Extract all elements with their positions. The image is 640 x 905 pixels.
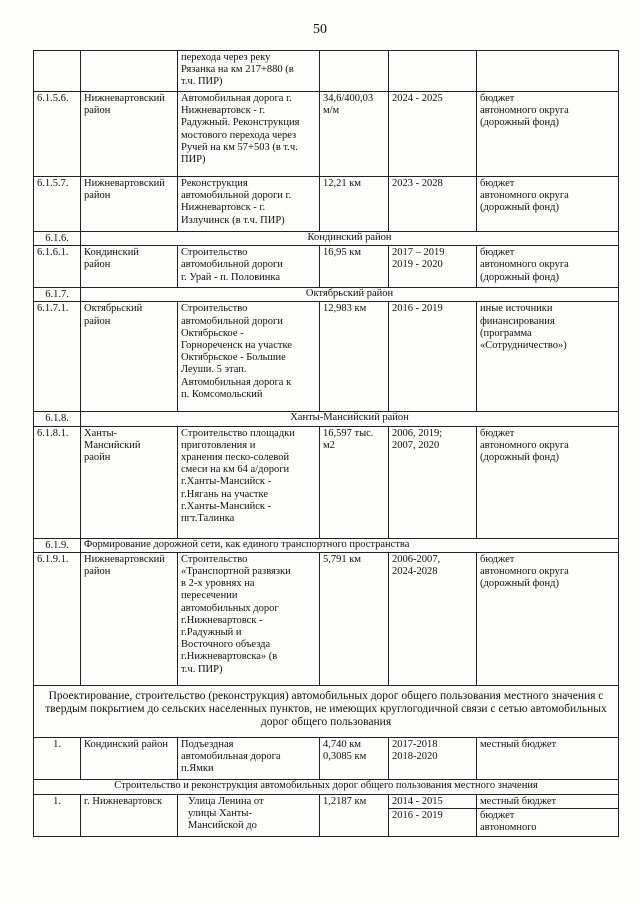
object-cell: Строительство площадки приготовления и хранения песко-солевой смеси на км 64 а/дороги г.Ханты-Мансийск - г.Нягань на участке г.Ханты-Мансийск - пгт.Талинка	[178, 426, 320, 538]
object-cell: Строительство «Транспортной развязки в 2-х уровнях на пересечении автомобильных дорог г.Нижневартовск - г.Радужный и Восточного объезда г.Нижневартовска» (в т.ч. ПИР)	[178, 552, 320, 685]
period-cell: 2016 - 2019	[389, 302, 477, 412]
source-cell: бюджет автономного округа (дорожный фонд)	[477, 246, 619, 288]
row-number: 6.1.5.7.	[34, 177, 81, 232]
row-number	[34, 51, 81, 92]
row-number: 6.1.9.1.	[34, 552, 81, 685]
capacity-cell: 16,597 тыс. м2	[320, 426, 389, 538]
table-row	[34, 794, 619, 808]
capacity-cell: 34,6/400,03 м/м	[320, 92, 389, 177]
capacity-cell: 5,791 км	[320, 552, 389, 685]
row-number: 6.1.9.	[34, 538, 81, 552]
table-row	[34, 51, 619, 92]
banner-row	[34, 685, 619, 737]
table-row	[34, 426, 619, 538]
section-banner-construction: Строительство и реконструкция автомобильных дорог общего пользования местного значения	[34, 779, 619, 794]
page-number: 50	[313, 22, 327, 37]
object-cell: Улица Ленина от улицы Ханты- Мансийской до	[178, 794, 320, 836]
capacity-cell: 12,983 км	[320, 302, 389, 412]
capacity-cell	[320, 51, 389, 92]
table-row	[34, 737, 619, 779]
district-cell: Нижневартовский район	[81, 552, 178, 685]
object-cell: Автомобильная дорога г. Нижневартовск - г. Радужный. Реконструкция мостового перехода через Ручей на км 57+503 (в т.ч. ПИР)	[178, 92, 320, 177]
district-cell: Нижневартовский район	[81, 177, 178, 232]
district-cell: Ханты- Мансийский раойн	[81, 426, 178, 538]
period-cell	[389, 51, 477, 92]
row-number: 6.1.8.	[34, 412, 81, 426]
table-row	[34, 92, 619, 177]
period-cell: 2023 - 2028	[389, 177, 477, 232]
row-number: 6.1.7.	[34, 288, 81, 302]
section-title: Кондинский район	[81, 232, 619, 246]
district-cell: Октябрьский район	[81, 302, 178, 412]
row-number: 1.	[34, 737, 81, 779]
period-cell: 2006, 2019; 2007, 2020	[389, 426, 477, 538]
source-cell: иные источники финансирования (программа «Сотрудничество»)	[477, 302, 619, 412]
period-cell: 2014 - 2015	[389, 794, 477, 808]
section-title: Формирование дорожной сети, как единого транспортного пространства	[81, 538, 619, 552]
row-number: 1.	[34, 794, 81, 836]
table-row	[34, 302, 619, 412]
section-row	[34, 538, 619, 552]
source-cell: местный бюджет	[477, 737, 619, 779]
source-cell: бюджет автономного округа (дорожный фонд)	[477, 92, 619, 177]
section-banner-design: Проектирование, строительство (реконструкция) автомобильных дорог общего пользования местного значения с твердым покрытием до сельских населенных пунктов, не имеющих круглогодичной связи с сетью автомобильных дорог общего пользования	[34, 685, 619, 737]
object-cell: Подъездная автомобильная дорога п.Ямки	[178, 737, 320, 779]
section-title: Октябрьский район	[81, 288, 619, 302]
object-cell: перехода через реку Рязанка на км 217+880 (в т.ч. ПИР)	[178, 51, 320, 92]
capacity-cell: 4,740 км 0,3085 км	[320, 737, 389, 779]
source-cell: бюджет автономного округа (дорожный фонд)	[477, 426, 619, 538]
row-number: 6.1.6.1.	[34, 246, 81, 288]
banner-row	[34, 779, 619, 794]
source-cell: бюджет автономного округа (дорожный фонд)	[477, 552, 619, 685]
period-cell: 2024 - 2025	[389, 92, 477, 177]
section-row	[34, 232, 619, 246]
row-number: 6.1.5.6.	[34, 92, 81, 177]
section-row	[34, 288, 619, 302]
source-cell: бюджет автономного	[477, 809, 619, 837]
district-cell	[81, 51, 178, 92]
district-cell: Нижневартовский район	[81, 92, 178, 177]
period-cell: 2017 – 2019 2019 - 2020	[389, 246, 477, 288]
row-number: 6.1.8.1.	[34, 426, 81, 538]
period-cell: 2016 - 2019	[389, 809, 477, 837]
source-cell	[477, 51, 619, 92]
section-title: Ханты-Мансийский район	[81, 412, 619, 426]
object-cell: Строительство автомобильной дороги г. Урай - п. Половинка	[178, 246, 320, 288]
period-cell: 2017-2018 2018-2020	[389, 737, 477, 779]
district-cell: Кондинский район	[81, 737, 178, 779]
table-row	[34, 552, 619, 685]
section-row	[34, 412, 619, 426]
period-cell: 2006-2007, 2024-2028	[389, 552, 477, 685]
object-cell: Реконструкция автомобильной дороги г. Нижневартовск - г. Излучинск (в т.ч. ПИР)	[178, 177, 320, 232]
capacity-cell: 16,95 км	[320, 246, 389, 288]
capacity-cell: 12,21 км	[320, 177, 389, 232]
table-row	[34, 177, 619, 232]
table-row	[34, 246, 619, 288]
program-table	[33, 50, 619, 837]
district-cell: Кондинский район	[81, 246, 178, 288]
object-cell: Строительство автомобильной дороги Октябрьское - Горнореченск на участке Октябрьское - Большие Леуши. 5 этап. Автомобильная дорога к п. Комсомольский	[178, 302, 320, 412]
capacity-cell: 1,2187 км	[320, 794, 389, 836]
row-number: 6.1.7.1.	[34, 302, 81, 412]
district-cell: г. Нижневартовск	[81, 794, 178, 836]
source-cell: местный бюджет	[477, 794, 619, 808]
source-cell: бюджет автономного округа (дорожный фонд)	[477, 177, 619, 232]
row-number: 6.1.6.	[34, 232, 81, 246]
